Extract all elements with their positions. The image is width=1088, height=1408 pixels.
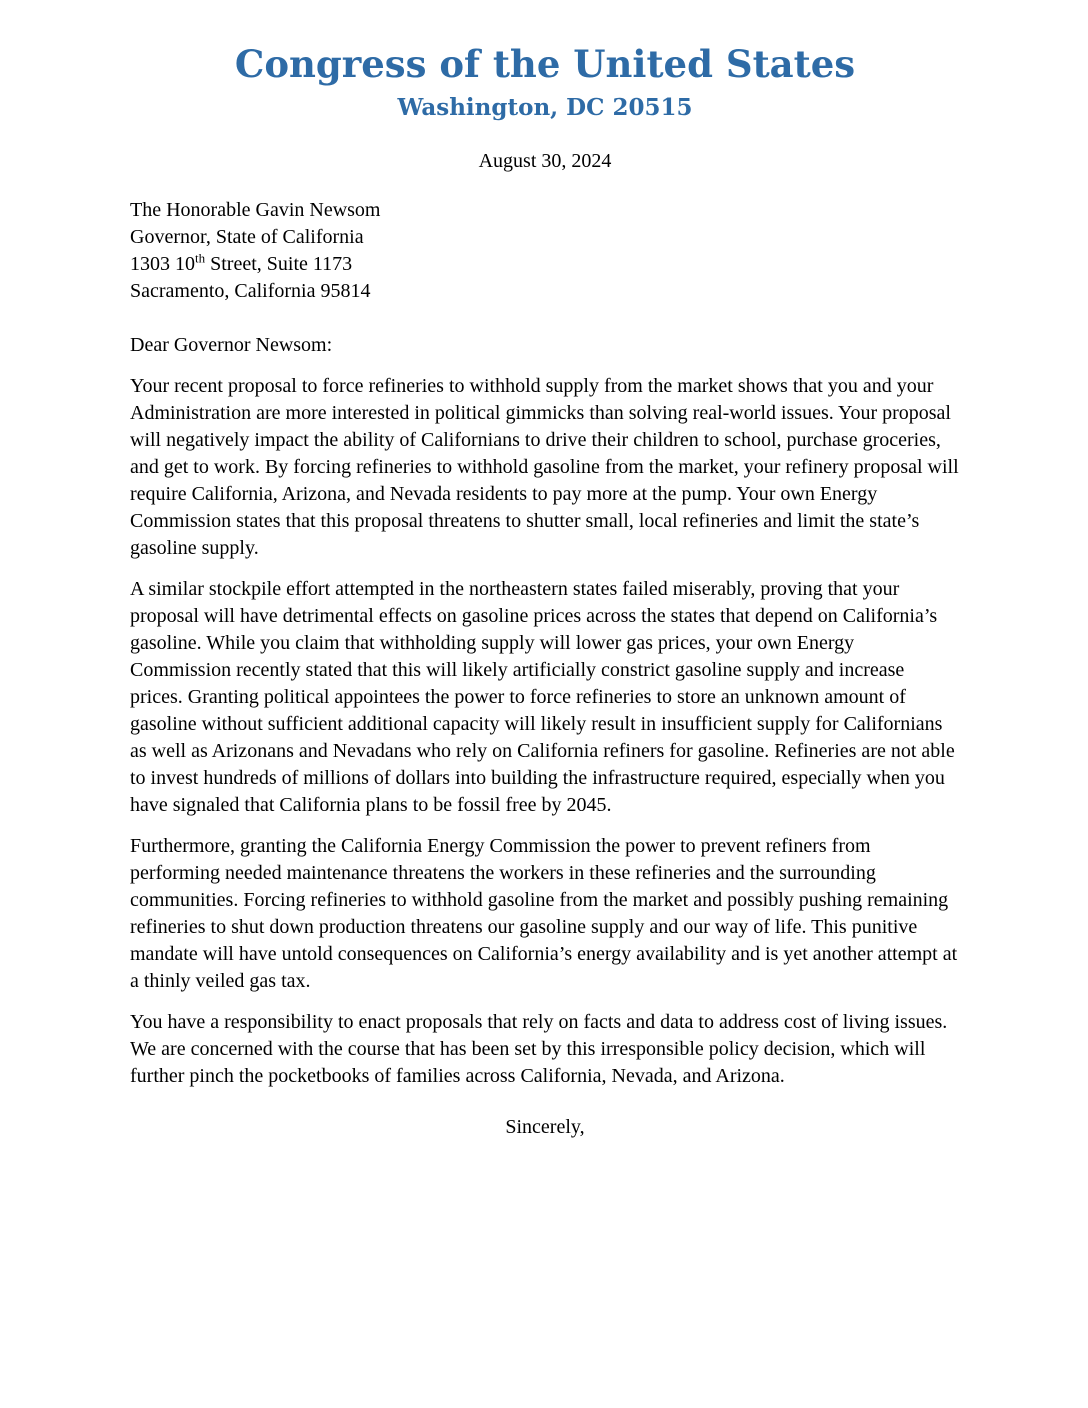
letter-date: August 30, 2024 (478, 150, 612, 172)
letterhead-title: Congress of the United States (234, 42, 856, 86)
recipient-title: Governor, State of California (130, 226, 364, 248)
recipient-street (130, 251, 960, 278)
recipient-street-ordinal-suffix: th (195, 250, 206, 266)
letterhead-address: Washington, DC 20515 (397, 94, 693, 121)
letterhead (130, 42, 960, 122)
body-paragraph-1: Your recent proposal to force refineries to withhold supply from the market shows that you and your Administration are more interested in political gimmicks than solving real-world issues. Your proposal will negatively impact the ability of Californians to drive their children to school, purchase groceries, and get to work. By forcing refineries to withhold gasoline from the market, your refinery proposal will require California, Arizona, and Nevada residents to pay more at the pump. Your own Energy Commission states that this proposal threatens to shutter small, local refineries and limit the state’s gasoline supply. (130, 375, 959, 559)
recipient-name: The Honorable Gavin Newsom (130, 199, 381, 221)
salutation: Dear Governor Newsom: (130, 334, 333, 356)
body-paragraph-2: A similar stockpile effort attempted in the northeastern states failed miserably, proving that your proposal will have detrimental effects on gasoline prices across the states that depend on California’s gasoline. While you claim that withholding supply will lower gas prices, your own Energy Commission recently stated that this will likely artificially constrict gasoline supply and increase prices. Granting political appointees the power to force refineries to store an unknown amount of gasoline without sufficient additional capacity will likely result in insufficient supply for Californians as well as Arizonans and Nevadans who rely on California refiners for gasoline. Refineries are not able to invest hundreds of millions of dollars into building the infrastructure required, especially when you have signaled that California plans to be fossil free by 2045. (130, 578, 955, 816)
recipient-street-number: 1303 10 (130, 253, 195, 275)
closing-sincerely: Sincerely, (505, 1116, 585, 1138)
recipient-city-state-zip: Sacramento, California 95814 (130, 280, 371, 302)
letter-body (130, 373, 960, 1090)
recipient-street-rest: Street, Suite 1173 (205, 253, 353, 275)
body-paragraph-4: You have a responsibility to enact proposals that rely on facts and data to address cost of living issues. We are concerned with the course that has been set by this irresponsible policy decision, which will further pinch the pocketbooks of families across California, Nevada, and Arizona. (130, 1011, 948, 1087)
recipient-address-block (130, 197, 960, 305)
body-paragraph-3: Furthermore, granting the California Energy Commission the power to prevent refiners from performing needed maintenance threatens the workers in these refineries and the surrounding communities. Forcing refineries to withhold gasoline from the market and possibly pushing remaining refineries to shut down production threatens our gasoline supply and our way of life. This punitive mandate will have untold consequences on California’s energy availability and is yet another attempt at a thinly veiled gas tax. (130, 835, 958, 992)
